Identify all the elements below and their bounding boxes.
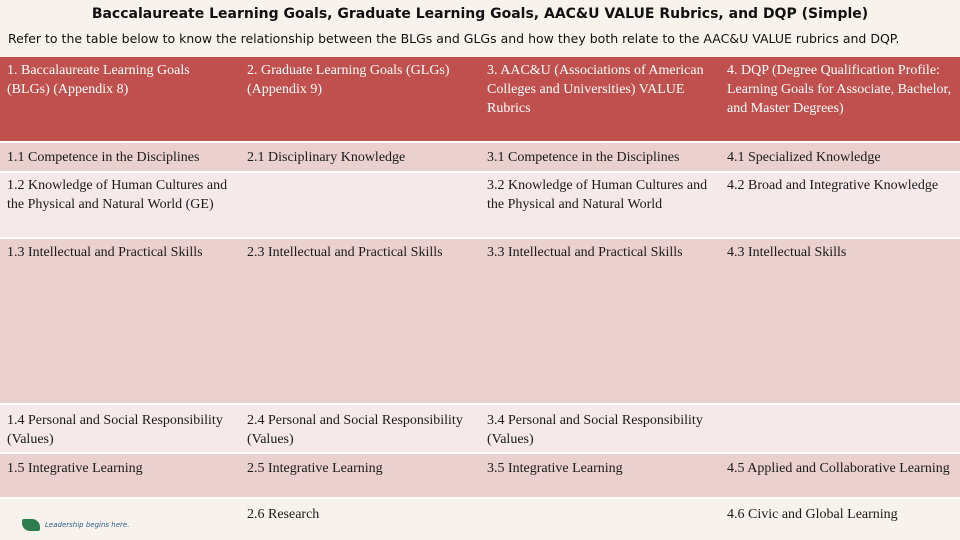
table-cell: 4.5 Applied and Collaborative Learning xyxy=(720,453,960,498)
table-cell: 2.1 Disciplinary Knowledge xyxy=(240,142,480,172)
table-row xyxy=(0,238,960,404)
table-cell xyxy=(240,172,480,238)
table-cell: 3.4 Personal and Social Responsibility (Values) xyxy=(480,404,720,453)
header-aacu-value-rubrics: 3. AAC&U (Associations of American Colleges and Universities) VALUE Rubrics xyxy=(480,57,720,142)
table-row xyxy=(0,172,960,238)
table-cell xyxy=(480,498,720,536)
table-cell: 4.1 Specialized Knowledge xyxy=(720,142,960,172)
header-dqp: 4. DQP (Degree Qualification Profile: Learning Goals for Associate, Bachelor, and Master Degrees) xyxy=(720,57,960,142)
table-cell: 4.6 Civic and Global Learning xyxy=(720,498,960,536)
learning-goals-table xyxy=(0,57,960,536)
table-cell: 1.5 Integrative Learning xyxy=(0,453,240,498)
table-cell: 2.6 Research xyxy=(240,498,480,536)
table-row xyxy=(0,404,960,453)
table-cell: 1.2 Knowledge of Human Cultures and the Physical and Natural World (GE) xyxy=(0,172,240,238)
table-cell: 4.3 Intellectual Skills xyxy=(720,238,960,404)
footer-tagline: Leadership begins here. xyxy=(45,521,130,529)
table-cell: 2.4 Personal and Social Responsibility (Values) xyxy=(240,404,480,453)
table-cell: 3.5 Integrative Learning xyxy=(480,453,720,498)
table-header-row xyxy=(0,57,960,142)
table-cell: 1.1 Competence in the Disciplines xyxy=(0,142,240,172)
table-cell: 3.3 Intellectual and Practical Skills xyxy=(480,238,720,404)
header-blgs: 1. Baccalaureate Learning Goals (BLGs) (Appendix 8) xyxy=(0,57,240,142)
table-cell: 1.4 Personal and Social Responsibility (Values) xyxy=(0,404,240,453)
table-cell: 2.3 Intellectual and Practical Skills xyxy=(240,238,480,404)
slide-title: Baccalaureate Learning Goals, Graduate Learning Goals, AAC&U VALUE Rubrics, and DQP (Simple) xyxy=(91,6,869,22)
table-cell: 1.3 Intellectual and Practical Skills xyxy=(0,238,240,404)
table-cell xyxy=(720,404,960,453)
table-cell: 3.2 Knowledge of Human Cultures and the Physical and Natural World xyxy=(480,172,720,238)
table-cell: 2.5 Integrative Learning xyxy=(240,453,480,498)
university-logo-icon xyxy=(22,519,40,531)
table-cell: 3.1 Competence in the Disciplines xyxy=(480,142,720,172)
header-glgs: 2. Graduate Learning Goals (GLGs) (Appendix 9) xyxy=(240,57,480,142)
slide-subtitle: Refer to the table below to know the relationship between the BLGs and GLGs and how they both relate to the AAC&U VALUE rubrics and DQP. xyxy=(8,31,900,46)
footer-logo xyxy=(22,517,172,533)
table-cell: 4.2 Broad and Integrative Knowledge xyxy=(720,172,960,238)
table-row xyxy=(0,453,960,498)
table-row xyxy=(0,142,960,172)
